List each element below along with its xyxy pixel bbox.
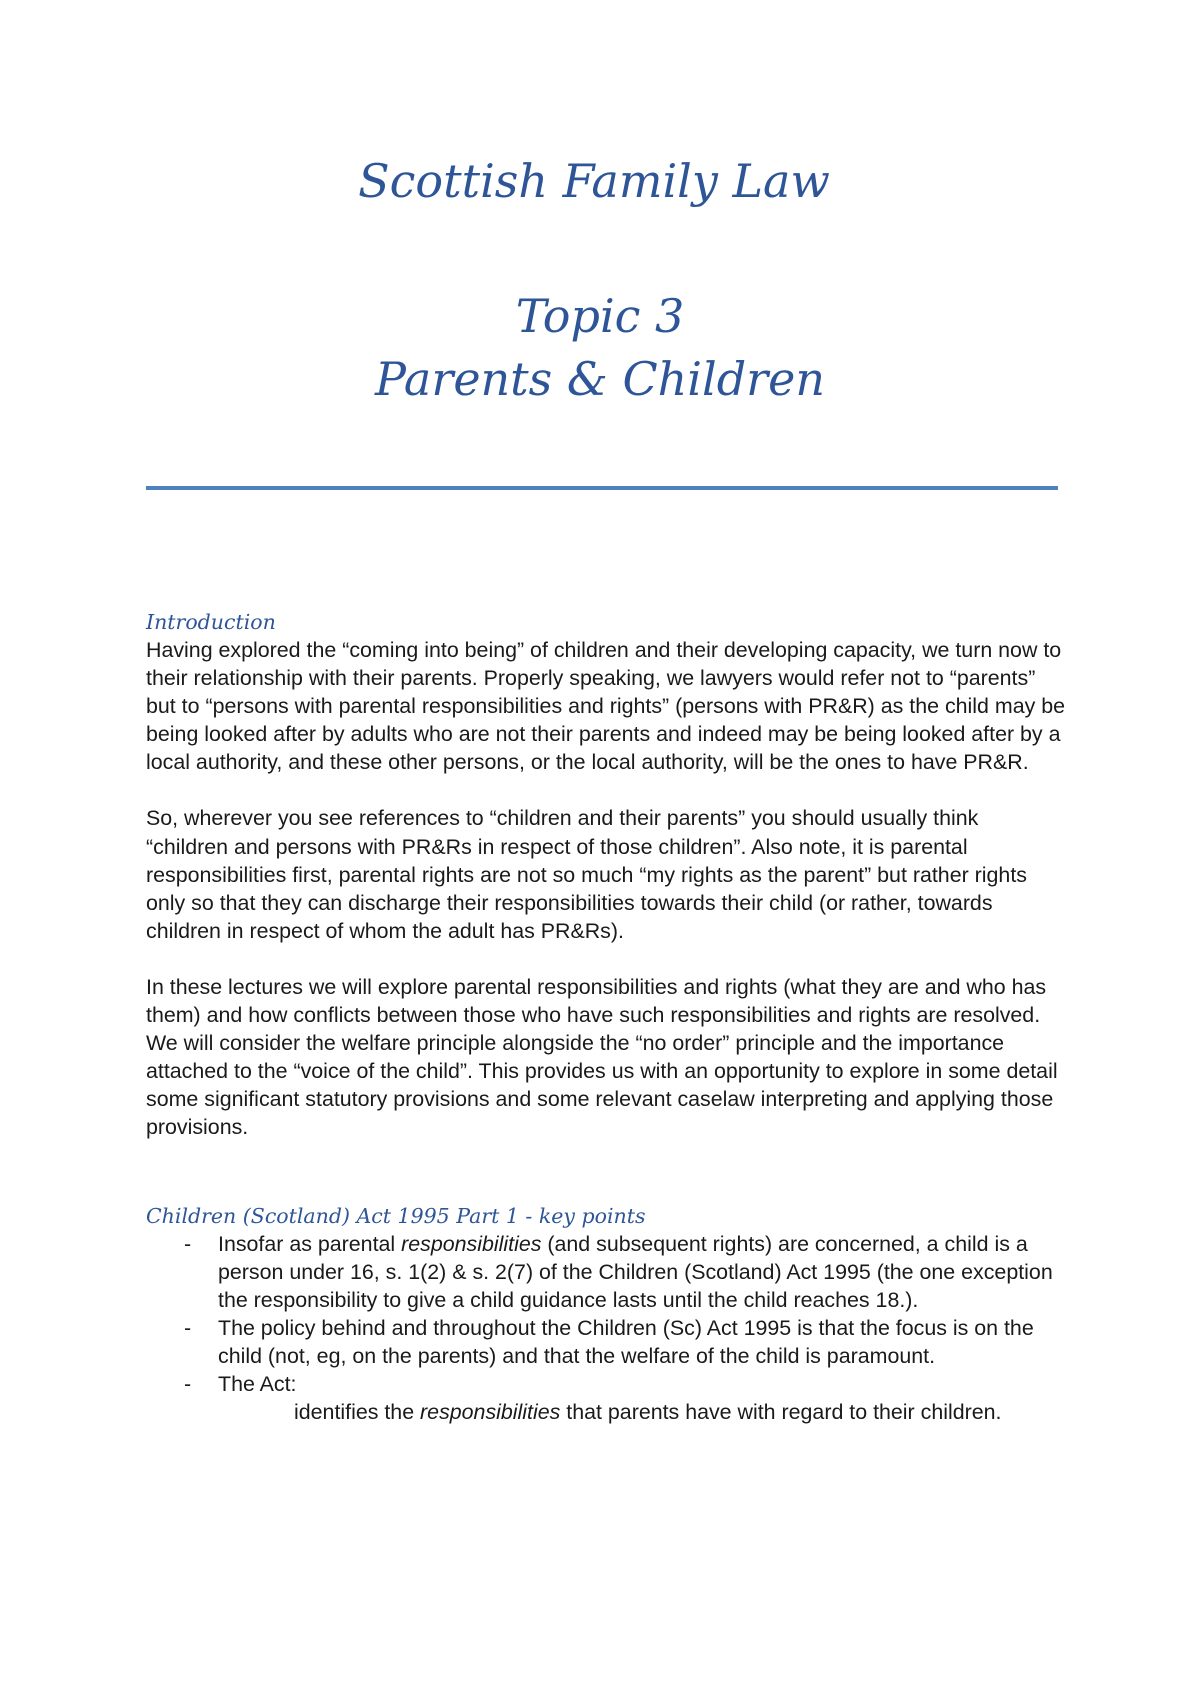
document-body [146, 608, 1066, 1426]
key-points-heading: Children (Scotland) Act 1995 Part 1 - key points [146, 1203, 646, 1228]
topic-title: Parents & Children [375, 352, 825, 406]
bullet-dash: - [184, 1315, 192, 1340]
item-text: that parents have with regard to their children. [560, 1400, 1002, 1425]
item-text: identifies the [294, 1400, 421, 1425]
intro-paragraph-2: So, wherever you see references to “children and their parents” you should usually think “children and persons with PR&Rs in respect of those children”. Also note, it is parental responsibilities first, parental rights are not so much “my rights as the parent” but rather rights only so that they can discharge their responsibilities towards their child (or rather, towards children in respect of whom the adult has PR&Rs). [146, 806, 1027, 943]
item-text: (and subsequent rights) are concerned, a child is a person under 16, s. 1(2) & s. 2(7) of the Children (Scotland) Act 1995 (the one exception the responsibility to give a child guidance lasts until the child reaches 18.). [218, 1231, 1053, 1312]
list-item [146, 1370, 1066, 1398]
paragraph-spacer [146, 945, 1066, 973]
item-text: Insofar as parental [218, 1231, 402, 1256]
intro-paragraph-1: Having explored the “coming into being” of children and their developing capacity, we turn now to their relationship with their parents. Properly speaking, we lawyers would refer not to “parents” but to “persons with parental responsibilities and rights” (persons with PR&R) as the child may be being looked after by adults who are not their parents and indeed may be being looked after by a local authority, and these other persons, or the local authority, will be the ones to have PR&R. [146, 638, 1066, 775]
list-item [146, 1314, 1066, 1370]
horizontal-rule [146, 486, 1058, 490]
item-emphasis: responsibilities [401, 1231, 542, 1256]
item-text: The policy behind and throughout the Children (Sc) Act 1995 is that the focus is on the child (not, eg, on the parents) and that the welfare of the child is paramount. [218, 1315, 1034, 1368]
bullet-dash: - [184, 1371, 192, 1396]
bullet-dash: - [184, 1231, 192, 1256]
intro-paragraph-3: In these lectures we will explore parental responsibilities and rights (what they are and who has them) and how conflicts between those who have such responsibilities and rights are resolved. We will consider the welfare principle alongside the “no order” principle and the importance attached to the “voice of the child”. This provides us with an opportunity to explore in some detail some significant statutory provisions and some relevant caselaw interpreting and applying those provisions. [146, 974, 1058, 1140]
topic-number: Topic 3 [515, 289, 685, 343]
list-item [146, 1230, 1066, 1314]
paragraph-spacer [146, 776, 1066, 804]
key-points-list [146, 1230, 1066, 1399]
sub-point [146, 1398, 1066, 1426]
item-text: The Act: [218, 1371, 297, 1396]
document-title: Scottish Family Law [358, 154, 830, 208]
introduction-heading: Introduction [146, 610, 276, 634]
item-emphasis: responsibilities [420, 1400, 561, 1425]
section-spacer [146, 1142, 1066, 1202]
